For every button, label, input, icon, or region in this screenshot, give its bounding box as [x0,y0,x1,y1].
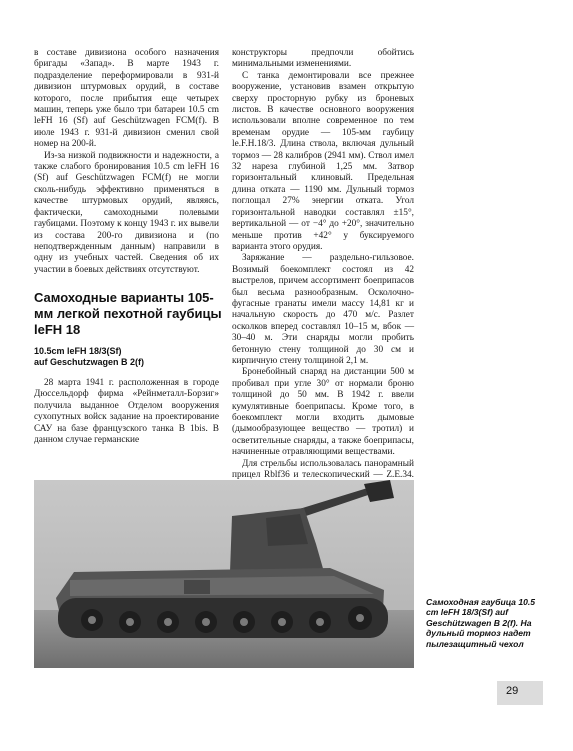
photo-caption: Самоходная гаубица 10.5 cm leFH 18/3(Sf) auf Geschützwagen B 2(f). На дульный тормоз надет пылезащитный чехол [426,597,536,649]
left-text-column [34,48,219,276]
paragraph: в составе дивизиона особого назначения бригады «Запад». В марте 1943 г. подразделение переформировали в 931-й дивизион штурмовых орудий, в составе которого, после прибытия еще четырех машин, теперь уже было три батареи 10.5 cm leFH 16 (Sf) auf Geschützwagen FCM(f). В июле 1943 г. 931-й дивизион сменил свой номер на 200-й. [34,48,219,150]
page-number: 29 [506,685,519,697]
paragraph: конструкторы предпочли обойтись минимальными изменениями. [232,48,414,70]
section-title: Самоходные варианты 105-мм легкой пехотной гаубицы leFH 18 [34,290,222,337]
page-number-box [497,681,543,705]
self-propelled-howitzer-illustration [34,480,414,668]
paragraph: Бронебойный снаряд на дистанции 500 м пробивал при угле 30° от нормали броню толщиной до 50 мм. В 1942 г. ввели кумулятивные боеприпасы. Кроме того, в боекомплект могли входить дымовые (дымообразующее вещество — тротил) и осветительные снаряды, а также боеприпасы, начиненные отравляющими веществами. [232,367,414,458]
tank-photo [34,480,414,668]
subsection-title [34,346,224,369]
paragraph: 28 марта 1941 г. расположенная в городе Дюссельдорф фирма «Рейнметалл-Борзиг» получила выданное Отделом вооружения сухопутных войск задание на проектирование САУ на базе французского танка B 1bis. В данном случае германские [34,378,219,446]
subsection-title-line: auf Geschutzwagen B 2(f) [34,357,145,368]
subsection-title-line: 10.5cm leFH 18/3(Sf) [34,346,122,356]
paragraph: Из-за низкой подвижности и надежности, а также слабого бронирования 10.5 cm leFH 16 (Sf) auf Geschützwagen FCM(f) не могли сколь-нибудь эффективно применяться в качестве штурмовых орудий, являясь, фактически, самоходными полевыми гаубицами. Поэтому к концу 1943 г. их вывели из состава 200-го дивизиона и (по неподтвержденным данным) направили в одну из учебных частей. Сведения об их участии в боевых действиях отсутствуют. [34,150,219,275]
left-text-column-continued [34,378,219,446]
paragraph: Для стрельбы использовалась панорамный прицел Rblf36 и телескопический — Z.E.34. [232,458,414,481]
paragraph: Заряжание — раздельно-гильзовое. Возимый боекомплект состоял из 42 выстрелов, причем ассортимент боеприпасов был весьма разнообразным. Осколочно-фугасные гранаты имели массу 14,81 кг и начальную скорость до 470 м/с. Разлет осколков вперед составлял 10–15 м, вбок — 30–40 м. Эти снаряды могли пробить бетонную стену толщиной до 30 см и кирпичную стену толщиной 2,1 м. [232,253,414,366]
right-text-column [232,48,414,493]
paragraph: С танка демонтировали все прежнее вооружение, установив взамен открытую сверху просторную рубку из броневых листов. В качестве основного вооружения использовали вполне современное по тем временам орудие — 105-мм гаубицу le.F.H.18/3. Длина ствола, включая дульный тормоз — 28 калибров (2941 мм). Ствол имел 32 нареза глубиной 1,25 мм. Затвор горизонтальный клиновый. Предельная длина отката — 1190 мм. Дульный тормоз поглощал 27% энергии отката. Угол горизонтальной наводки составлял ±15°, вертикальной — от −4° до +20°, значительно меньше против +42° у буксируемого варианта этого орудия. [232,70,414,252]
